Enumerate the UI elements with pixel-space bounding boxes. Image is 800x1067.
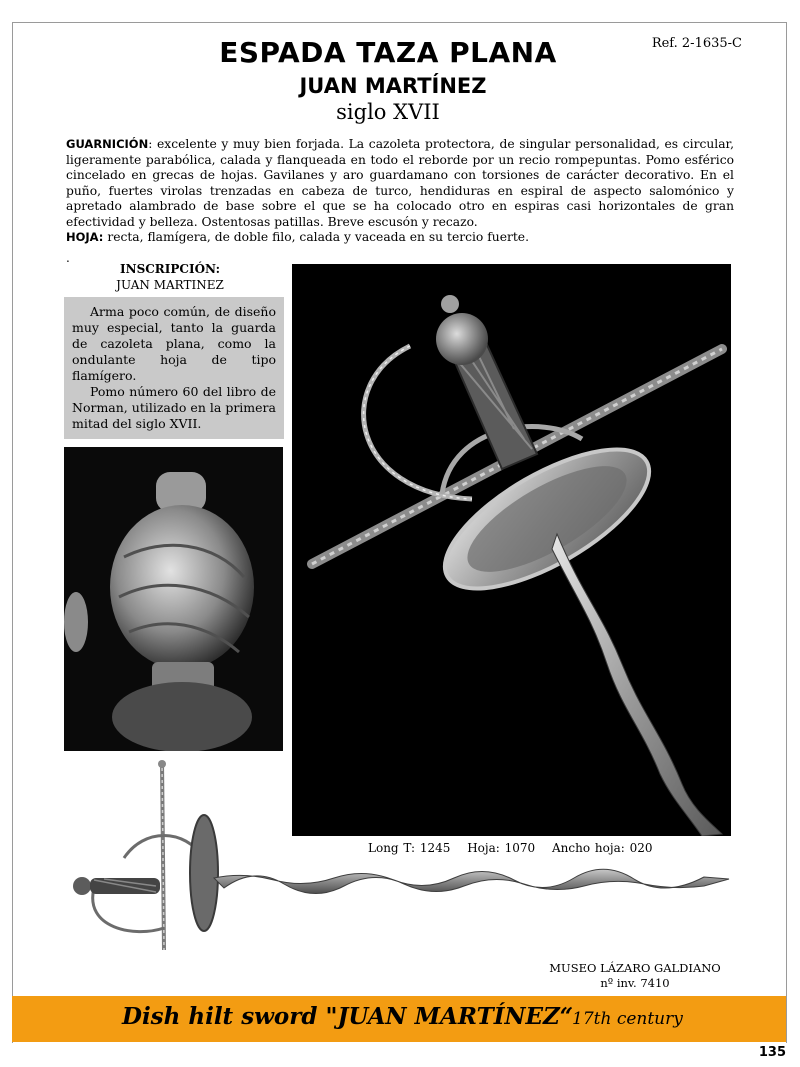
stray-dot: . — [66, 251, 70, 265]
page-number: 135 — [758, 1045, 786, 1060]
note-paragraph-2: Pomo número 60 del libro de Norman, utilizado en la primera mitad del siglo XVII. — [72, 384, 276, 431]
hoja-label: HOJA: — [66, 230, 104, 244]
guarnicion-label: GUARNICIÓN — [66, 137, 149, 151]
museum-name: MUSEO LÁZARO GALDIANO — [549, 961, 721, 975]
century-label: siglo XVII — [336, 100, 440, 124]
note-box — [64, 297, 284, 439]
inscription-label: INSCRIPCIÓN: — [120, 262, 220, 276]
pommel-detail-photo — [64, 447, 283, 751]
banner-century: 17th century — [572, 1009, 683, 1029]
banner-title: Dish hilt sword "JUAN MARTÍNEZ“ — [122, 1003, 574, 1030]
blade-width: Ancho hoja: 020 — [552, 841, 653, 855]
museum-credit — [530, 961, 740, 991]
museum-inventory: nº inv. 7410 — [600, 976, 670, 990]
sword-hilt-photo — [292, 264, 731, 836]
blade-length: Hoja: 1070 — [467, 841, 536, 855]
length-total: Long T: 1245 — [368, 841, 451, 855]
page-title: ESPADA TAZA PLANA — [219, 36, 557, 69]
description-block — [66, 137, 734, 246]
full-sword-photo — [64, 758, 734, 954]
reference-code: Ref. 2-1635-C — [651, 36, 742, 51]
note-paragraph-1: Arma poco común, de diseño muy especial, tanto la guarda de cazoleta plana, como la ondulante hoja de tipo flamígero. — [72, 304, 276, 383]
hoja-text: recta, flamígera, de doble filo, calada y vaceada en su tercio fuerte. — [103, 230, 529, 244]
inscription-value: JUAN MARTINEZ — [116, 278, 224, 292]
page-subtitle: JUAN MARTÍNEZ — [299, 74, 487, 98]
guarnicion-text: : excelente y muy bien forjada. La cazoleta protectora, de singular personalidad, es circular, ligeramente parabólica, calada y flanqueada en todo el reborde por un recio rompepuntas. Pomo esférico cincelado en grecas de hojas. Gavilanes y aro guardamano con torsiones de carácter decorativo. En el puño, fuertes virolas trenzadas en cabeza de turco, hendiduras en espiral de aspecto salomónico y apretado alambrado de base sobre el que se ha colocado otro en espiras casi horizontales de gran efectividad y belleza. Ostentosas patillas. Breve escusón y recazo. — [66, 137, 734, 229]
